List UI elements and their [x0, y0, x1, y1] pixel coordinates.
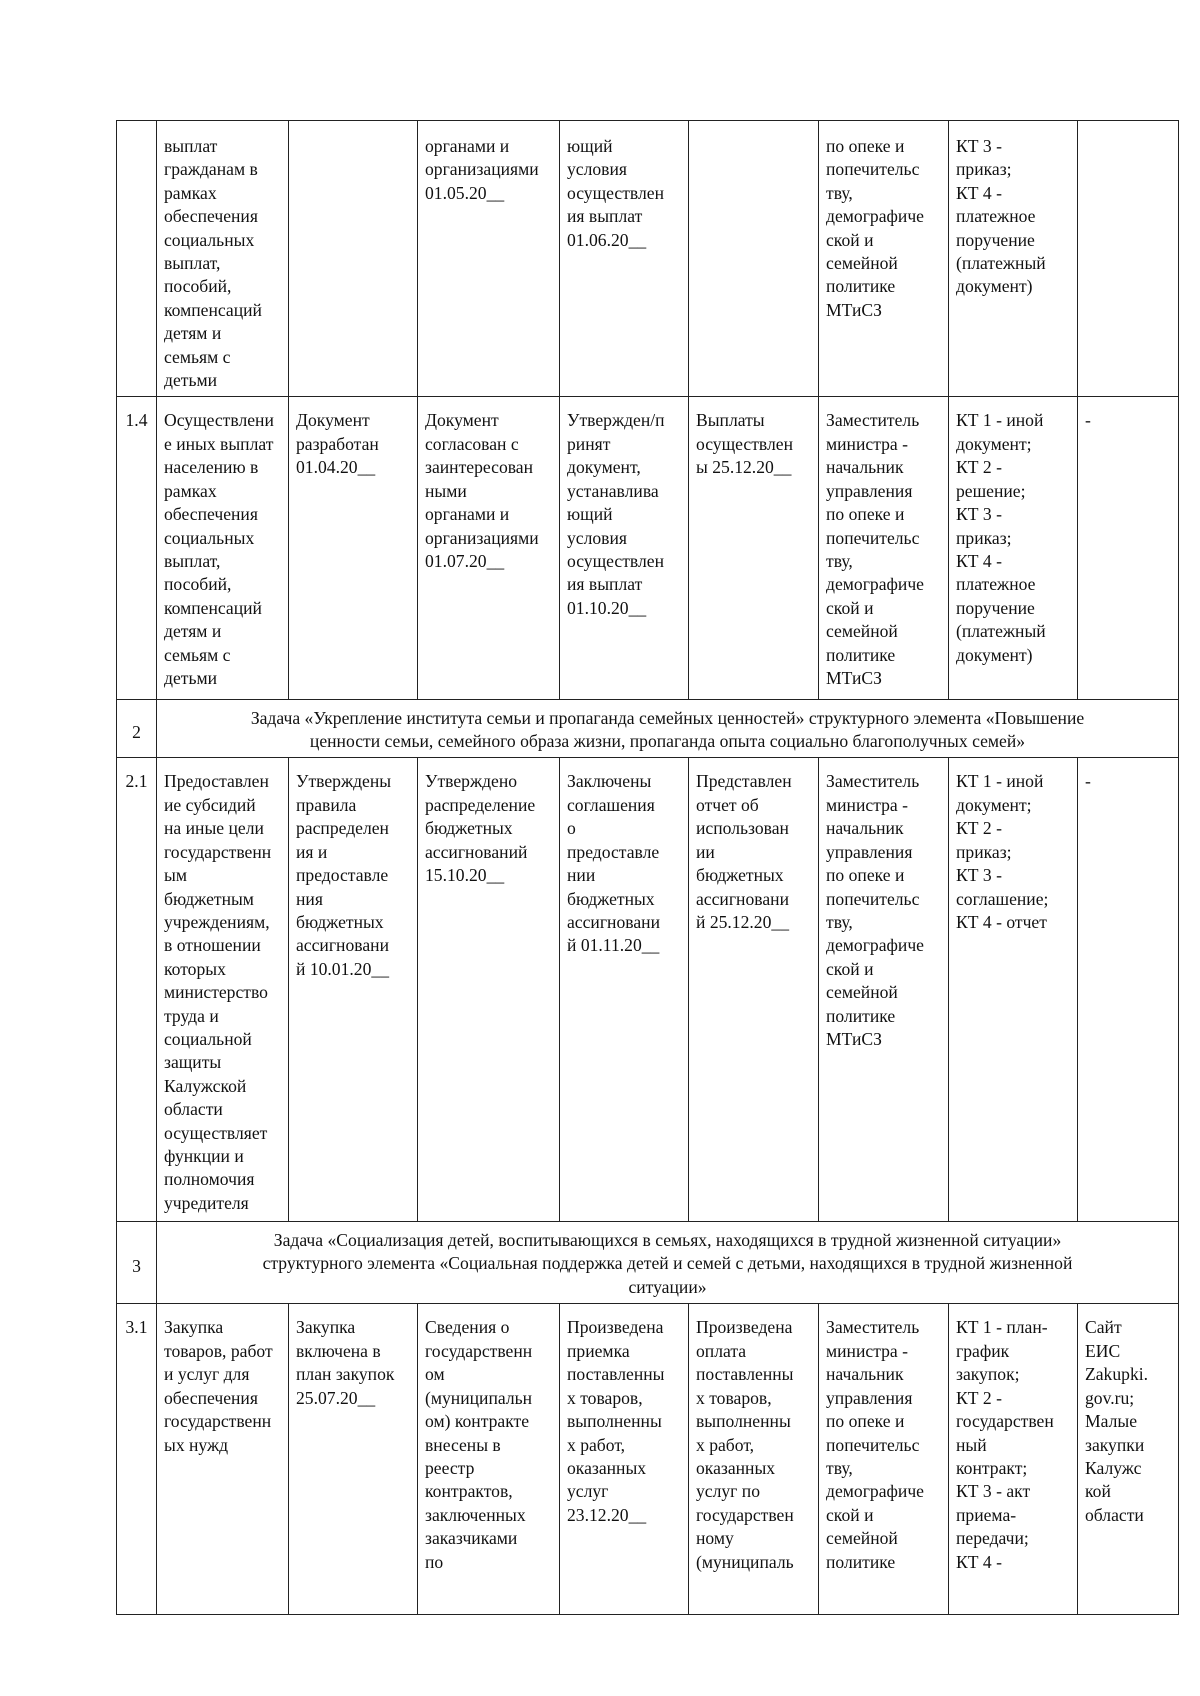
cell-text-line: документ, — [567, 457, 641, 478]
cell-text-line: реестр — [425, 1457, 475, 1478]
cell-text-line: ЕИС — [1085, 1340, 1121, 1361]
cell-text-line: Закупка — [164, 1317, 224, 1338]
cell-text-line: Сведения о — [425, 1317, 510, 1338]
cell-text-line: рамках — [164, 480, 217, 501]
event-name-cell — [157, 397, 289, 700]
cell-text-line: КТ 1 - иной — [956, 771, 1044, 792]
cell-text-line: Заместитель — [826, 410, 920, 431]
cell-text-line: нии — [567, 865, 596, 886]
row-number-cell — [117, 1222, 157, 1304]
cell-text-line: попечительс — [826, 159, 920, 180]
cell-text-line: государственн — [164, 1411, 272, 1432]
cell-text-line: детьми — [164, 667, 218, 688]
cell-text-line: ия выплат — [567, 574, 643, 595]
cell-text-line: демографиче — [826, 206, 924, 227]
cell-text-line: заинтересован — [425, 457, 534, 478]
cell-text-line: КТ 3 - акт — [956, 1481, 1031, 1502]
cell-text-line: ской и — [826, 597, 874, 618]
cell-text-line: начальник — [826, 1364, 904, 1385]
cell-text-line: включена в — [296, 1340, 381, 1361]
control-point-2-cell — [418, 1304, 560, 1615]
cell-text-line: государствен — [956, 1411, 1054, 1432]
cell-text-line: соглашения — [567, 794, 655, 815]
cell-text-line: ния — [296, 888, 323, 909]
cell-text-line: социальных — [164, 229, 255, 250]
cell-text-line: Представлен — [696, 771, 792, 792]
cell-text-line: государственн — [425, 1340, 533, 1361]
cell-text-line: поставленны — [696, 1364, 794, 1385]
cell-text-line: товаров, работ — [164, 1340, 273, 1361]
cell-text-line: тву, — [826, 1457, 853, 1478]
cell-text-line: полномочия — [164, 1169, 255, 1190]
cell-text-line: ской и — [826, 958, 874, 979]
cell-text-line: соглашение; — [956, 888, 1049, 909]
cell-text-line: КТ 4 - отчет — [956, 911, 1047, 932]
cell-text-line: оказанных — [696, 1457, 776, 1478]
cell-text-line: демографиче — [826, 935, 924, 956]
cell-text-line: попечительс — [826, 1434, 920, 1455]
cell-text-line: внесены в — [425, 1434, 501, 1455]
responsible-cell — [819, 758, 949, 1222]
cell-text-line: устанавлива — [567, 480, 659, 501]
cell-text-line: выплат, — [164, 253, 221, 274]
cell-text-line: семейной — [826, 621, 898, 642]
cell-text-line: по опеке и — [826, 865, 905, 886]
task-title-cell — [157, 700, 1179, 758]
cell-text-line: компенсаций — [164, 299, 262, 320]
cell-text-line: согласован с — [425, 433, 519, 454]
cell-text-line: Zakupki. — [1085, 1364, 1149, 1385]
cell-text-line: защиты — [164, 1052, 222, 1073]
task-row — [117, 700, 1179, 758]
cell-text-line: бюджетных — [296, 911, 384, 932]
cell-text-line: Произведена — [696, 1317, 793, 1338]
cell-text-line: заказчиками — [425, 1528, 518, 1549]
cell-text-line: семьям с — [164, 346, 231, 367]
cell-text-line: политике — [826, 644, 896, 665]
cell-text-line: ассигновани — [296, 935, 389, 956]
cell-text-line: распределен — [296, 818, 389, 839]
cell-text-line: план закупок — [296, 1364, 395, 1385]
cell-text-line: органами и — [425, 504, 510, 525]
cell-text-line: выполненны — [567, 1411, 662, 1432]
control-point-2-cell — [418, 397, 560, 700]
cell-text-line: приказ; — [956, 841, 1012, 862]
event-name-cell — [157, 1304, 289, 1615]
cell-text-line: ской и — [826, 229, 874, 250]
cell-text-line: выплат, — [164, 550, 221, 571]
cell-text-line: - — [1085, 771, 1091, 792]
cell-text-line: рамках — [164, 182, 217, 203]
info-system-cell — [1078, 758, 1179, 1222]
cell-text-line: 01.07.20__ — [425, 550, 505, 571]
cell-text-line: социальных — [164, 527, 255, 548]
cell-text-line: на иные цели — [164, 818, 264, 839]
cell-text-line: населению в — [164, 457, 259, 478]
cell-text-line: управления — [826, 841, 913, 862]
cell-text-line: семьям с — [164, 644, 231, 665]
row-number-cell — [117, 121, 157, 397]
cell-text-line: КТ 3 - — [956, 136, 1002, 156]
cell-text-line: использован — [696, 818, 789, 839]
cell-text-line: функции и — [164, 1145, 244, 1166]
cell-text-line: е иных выплат — [164, 433, 274, 454]
cell-text-line: по — [425, 1551, 444, 1572]
cell-text-line: КТ 1 - иной — [956, 410, 1044, 431]
cell-text-line: обеспечения — [164, 504, 258, 525]
cell-text-line: отчет об — [696, 794, 759, 815]
event-name-cell — [157, 121, 289, 397]
event-name-cell — [157, 758, 289, 1222]
cell-text-line: осуществляет — [164, 1122, 268, 1143]
cell-text-line: приказ; — [956, 159, 1012, 180]
cell-text-line: Произведена — [567, 1317, 664, 1338]
cell-text-line: области — [1085, 1504, 1144, 1525]
responsible-cell — [819, 397, 949, 700]
cell-text-line: управления — [826, 1387, 913, 1408]
cell-text-line: поручение — [956, 229, 1035, 250]
cell-text-line: передачи; — [956, 1528, 1029, 1549]
cell-text-line: Заместитель — [826, 1317, 920, 1338]
row-number-cell — [117, 397, 157, 700]
document-type-cell — [949, 758, 1078, 1222]
cell-text-line: ии — [696, 841, 715, 862]
cell-text-line: КТ 2 - — [956, 818, 1002, 839]
cell-text-line: ия и — [296, 841, 328, 862]
cell-text-line: бюджетных — [696, 865, 784, 886]
cell-text-line: семейной — [826, 253, 898, 274]
cell-text-line: министерство — [164, 982, 268, 1003]
cell-text-line: 01.05.20__ — [425, 182, 505, 203]
cell-text-line: по опеке и — [826, 1411, 905, 1432]
cell-text-line: Калужской — [164, 1075, 247, 1096]
cell-text-line: ых нужд — [164, 1434, 229, 1455]
cell-text-line: платежное — [956, 574, 1036, 595]
control-point-4-cell — [689, 397, 819, 700]
row-number: 1.4 — [125, 410, 148, 431]
cell-text-line: Предоставлен — [164, 771, 269, 792]
row-number-cell — [117, 700, 157, 758]
cell-text-line: (муниципальн — [425, 1387, 533, 1408]
cell-text-line: оплата — [696, 1340, 747, 1361]
cell-text-line: политике — [826, 1005, 896, 1026]
cell-text-line: тву, — [826, 182, 853, 203]
cell-text-line: пособий, — [164, 574, 232, 595]
cell-text-line: х работ, — [696, 1434, 755, 1455]
cell-text-line: гражданам в — [164, 159, 258, 180]
document-type-cell — [949, 1304, 1078, 1615]
cell-text-line: КТ 1 - план- — [956, 1317, 1048, 1338]
control-point-4-cell — [689, 1304, 819, 1615]
cell-text-line: 23.12.20__ — [567, 1504, 647, 1525]
cell-text-line: осуществлен — [696, 433, 793, 454]
task-title-line: Задача «Социализация детей, воспитывающихся в семьях, находящихся в трудной жизненной ситуации» — [273, 1229, 1062, 1250]
table-row — [117, 397, 1179, 700]
control-point-3-cell — [560, 397, 689, 700]
cell-text-line: ассигновани — [567, 911, 660, 932]
table-row — [117, 758, 1179, 1222]
cell-text-line: поставленны — [567, 1364, 665, 1385]
cell-text-line: ы 25.12.20__ — [696, 457, 792, 478]
cell-text-line: КТ 4 - — [956, 1551, 1002, 1572]
cell-text-line: приказ; — [956, 527, 1012, 548]
cell-text-line: органами и — [425, 136, 510, 156]
cell-text-line: х товаров, — [567, 1387, 643, 1408]
cell-text-line: Документ — [296, 410, 370, 431]
cell-text-line: по опеке и — [826, 136, 905, 156]
cell-text-line: платежное — [956, 206, 1036, 227]
cell-text-line: Сайт — [1085, 1317, 1122, 1338]
cell-text-line: семейной — [826, 982, 898, 1003]
cell-text-line: условия — [567, 159, 627, 180]
cell-text-line: 25.07.20__ — [296, 1387, 376, 1408]
responsible-cell — [819, 1304, 949, 1615]
cell-text-line: правила — [296, 794, 357, 815]
cell-text-line: начальник — [826, 457, 904, 478]
document-type-cell — [949, 397, 1078, 700]
cell-text-line: контрактов, — [425, 1481, 513, 1502]
cell-text-line: Документ — [425, 410, 499, 431]
cell-text-line: ющий — [567, 504, 613, 525]
control-point-1-cell — [289, 758, 418, 1222]
cell-text-line: ринят — [567, 433, 611, 454]
cell-text-line: бюджетным — [164, 888, 254, 909]
task-title-line: ситуации» — [628, 1276, 707, 1297]
cell-text-line: разработан — [296, 433, 379, 454]
cell-text-line: КТ 2 - — [956, 1387, 1002, 1408]
cell-text-line: детям и — [164, 323, 222, 344]
cell-text-line: МТиСЗ — [826, 667, 882, 688]
cell-text-line: демографиче — [826, 1481, 924, 1502]
cell-text-line: предоставле — [567, 841, 660, 862]
cell-text-line: бюджетных — [567, 888, 655, 909]
cell-text-line: управления — [826, 480, 913, 501]
cell-text-line: Утверждено — [425, 771, 518, 792]
plan-table — [116, 120, 1179, 1615]
cell-text-line: КТ 3 - — [956, 504, 1002, 525]
cell-text-line: документ) — [956, 276, 1033, 297]
cell-text-line: Калужс — [1085, 1457, 1142, 1478]
row-number: 3 — [132, 1256, 141, 1277]
task-title-line: ценности семьи, семейного образа жизни, пропаганда опыта социально благополучных семей» — [309, 730, 1026, 751]
cell-text-line: министра - — [826, 1340, 908, 1361]
cell-text-line: Выплаты — [696, 410, 765, 431]
cell-text-line: в отношении — [164, 935, 261, 956]
cell-text-line: контракт; — [956, 1457, 1028, 1478]
control-point-1-cell — [289, 397, 418, 700]
cell-text-line: учреждениям, — [164, 911, 270, 932]
cell-text-line: министра - — [826, 433, 908, 454]
info-system-cell — [1078, 397, 1179, 700]
control-point-4-cell — [689, 758, 819, 1222]
cell-text-line: услуг — [567, 1481, 609, 1502]
cell-text-line: услуг по — [696, 1481, 761, 1502]
cell-text-line: министра - — [826, 794, 908, 815]
cell-text-line: обеспечения — [164, 1387, 258, 1408]
row-number: 2 — [132, 722, 141, 743]
cell-text-line: ым — [164, 865, 187, 886]
cell-text-line: МТиСЗ — [826, 299, 882, 320]
cell-text-line: Осуществлени — [164, 410, 274, 431]
cell-text-line: решение; — [956, 480, 1026, 501]
cell-text-line: государственн — [164, 841, 272, 862]
row-number: 2.1 — [125, 771, 148, 792]
cell-text-line: Заместитель — [826, 771, 920, 792]
cell-text-line: Утверждены — [296, 771, 392, 792]
cell-text-line: компенсаций — [164, 597, 262, 618]
control-point-3-cell — [560, 1304, 689, 1615]
cell-text-line: выплат — [164, 136, 218, 156]
control-point-3-cell — [560, 121, 689, 397]
cell-text-line: х работ, — [567, 1434, 626, 1455]
cell-text-line: политике — [826, 276, 896, 297]
table-row — [117, 1304, 1179, 1615]
cell-text-line: кой — [1085, 1481, 1111, 1502]
cell-text-line: gov.ru; — [1085, 1387, 1135, 1408]
control-point-1-cell — [289, 1304, 418, 1615]
cell-text-line: ассигнований — [425, 841, 528, 862]
cell-text-line: документ) — [956, 644, 1033, 665]
cell-text-line: Закупка — [296, 1317, 356, 1338]
table-body — [117, 121, 1179, 1615]
cell-text-line: ом) контракте — [425, 1411, 530, 1432]
cell-text-line: области — [164, 1099, 223, 1120]
cell-text-line: детьми — [164, 370, 218, 391]
cell-text-line: Заключены — [567, 771, 652, 792]
cell-text-line: которых — [164, 958, 226, 979]
cell-text-line: ом — [425, 1364, 445, 1385]
cell-text-line: бюджетных — [425, 818, 513, 839]
cell-text-line: распределение — [425, 794, 536, 815]
cell-text-line: пособий, — [164, 276, 232, 297]
cell-text-line: 01.06.20__ — [567, 229, 647, 250]
cell-text-line: ия выплат — [567, 206, 643, 227]
cell-text-line: организациями — [425, 527, 539, 548]
cell-text-line: условия — [567, 527, 627, 548]
cell-text-line: Утвержден/п — [567, 410, 665, 431]
cell-text-line: й 01.11.20__ — [567, 935, 660, 956]
info-system-cell — [1078, 1304, 1179, 1615]
cell-text-line: обеспечения — [164, 206, 258, 227]
cell-text-line: КТ 4 - — [956, 550, 1002, 571]
task-title-cell — [157, 1222, 1179, 1304]
cell-text-line: график — [956, 1340, 1010, 1361]
task-title-line: структурного элемента «Социальная поддержка детей и семей с детьми, находящихся в трудной жизненной — [262, 1253, 1073, 1274]
cell-text-line: - — [1085, 410, 1091, 431]
cell-text-line: о — [567, 818, 576, 839]
cell-text-line: х товаров, — [696, 1387, 772, 1408]
cell-text-line: документ; — [956, 794, 1032, 815]
cell-text-line: осуществлен — [567, 182, 664, 203]
cell-text-line: по опеке и — [826, 504, 905, 525]
cell-text-line: тву, — [826, 550, 853, 571]
task-row — [117, 1222, 1179, 1304]
cell-text-line: демографиче — [826, 574, 924, 595]
cell-text-line: начальник — [826, 818, 904, 839]
cell-text-line: приемка — [567, 1340, 630, 1361]
control-point-4-cell — [689, 121, 819, 397]
cell-text-line: попечительс — [826, 888, 920, 909]
cell-text-line: семейной — [826, 1528, 898, 1549]
cell-text-line: (платежный — [956, 253, 1046, 274]
row-number: 3.1 — [125, 1317, 148, 1338]
cell-text-line: и услуг для — [164, 1364, 250, 1385]
cell-text-line: учредителя — [164, 1192, 249, 1213]
cell-text-line: Малые — [1085, 1411, 1138, 1432]
cell-text-line: ному — [696, 1528, 734, 1549]
cell-text-line: организациями — [425, 159, 539, 180]
cell-text-line: выполненны — [696, 1411, 791, 1432]
cell-text-line: осуществлен — [567, 550, 664, 571]
cell-text-line: попечительс — [826, 527, 920, 548]
responsible-cell — [819, 121, 949, 397]
cell-text-line: документ; — [956, 433, 1032, 454]
cell-text-line: ассигновани — [696, 888, 789, 909]
cell-text-line: закупки — [1085, 1434, 1145, 1455]
cell-text-line: заключенных — [425, 1504, 526, 1525]
cell-text-line: й 10.01.20__ — [296, 958, 389, 979]
row-number-cell — [117, 1304, 157, 1615]
cell-text-line: МТиСЗ — [826, 1028, 882, 1049]
table-row — [117, 121, 1179, 397]
cell-text-line: (платежный — [956, 621, 1046, 642]
cell-text-line: ющий — [567, 136, 613, 156]
cell-text-line: 15.10.20__ — [425, 865, 505, 886]
info-system-cell — [1078, 121, 1179, 397]
control-point-3-cell — [560, 758, 689, 1222]
cell-text-line: (муниципаль — [696, 1551, 794, 1572]
task-title-line: Задача «Укрепление института семьи и пропаганда семейных ценностей» структурного элемента «Повышение — [250, 707, 1085, 728]
cell-text-line: приема- — [956, 1504, 1017, 1525]
row-number-cell — [117, 758, 157, 1222]
cell-text-line: оказанных — [567, 1457, 647, 1478]
cell-text-line: 01.10.20__ — [567, 597, 647, 618]
cell-text-line: й 25.12.20__ — [696, 911, 789, 932]
cell-text-line: КТ 2 - — [956, 457, 1002, 478]
control-point-1-cell — [289, 121, 418, 397]
cell-text-line: ный — [956, 1434, 987, 1455]
cell-text-line: ской и — [826, 1504, 874, 1525]
control-point-2-cell — [418, 758, 560, 1222]
cell-text-line: 01.04.20__ — [296, 457, 376, 478]
cell-text-line: ными — [425, 480, 467, 501]
control-point-2-cell — [418, 121, 560, 397]
cell-text-line: детям и — [164, 621, 222, 642]
cell-text-line: предоставле — [296, 865, 389, 886]
cell-text-line: тву, — [826, 911, 853, 932]
cell-text-line: закупок; — [956, 1364, 1020, 1385]
cell-text-line: поручение — [956, 597, 1035, 618]
cell-text-line: КТ 3 - — [956, 865, 1002, 886]
cell-text-line: КТ 4 - — [956, 182, 1002, 203]
document-type-cell — [949, 121, 1078, 397]
cell-text-line: государствен — [696, 1504, 794, 1525]
cell-text-line: политике — [826, 1551, 896, 1572]
cell-text-line: ие субсидий — [164, 794, 256, 815]
cell-text-line: социальной — [164, 1028, 252, 1049]
cell-text-line: труда и — [164, 1005, 219, 1026]
